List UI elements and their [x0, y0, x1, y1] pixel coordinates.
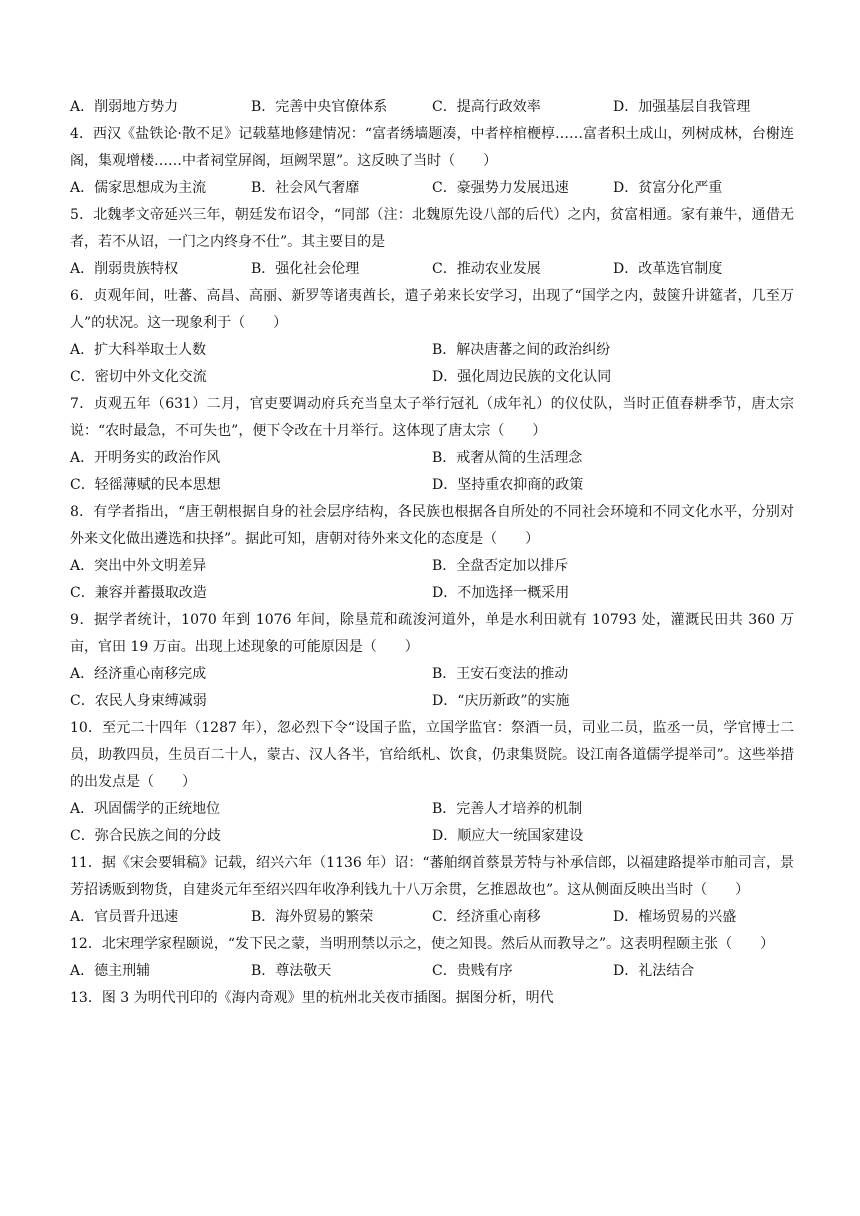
q3-option-d[interactable]: D．加强基层自我管理	[613, 99, 751, 115]
q6-option-c[interactable]: C．密切中外文化交流	[70, 369, 207, 385]
q8-option-d[interactable]: D．不加选择一概采用	[432, 585, 570, 601]
q12-stem: 12．北宋理学家程颐说，“发下民之蒙，当明刑禁以示之，使之知畏。然后从而教导之”。这表明程颐主张（ ）	[70, 936, 775, 952]
q8-stem: 8．有学者指出，“唐王朝根据自身的社会层序结构，各民族也根据各自所处的不同社会环境和不同文化水平，分别对外来文化做出遴选和抉择”。据此可知，唐朝对待外来文化的态度是（ ）	[70, 504, 794, 547]
q3-option-b[interactable]: B．完善中央官僚体系	[251, 99, 388, 115]
q11-stem: 11．据《宋会要辑稿》记载，绍兴六年（1136 年）诏：“蕃舶纲首蔡景芳特与补承信郎，以福建路提举市舶司言，景芳招诱贩到物货，自建炎元年至绍兴四年收净利钱九十八万余贯，乞推恩故也”。这从侧面反映出当时（ ）	[70, 855, 794, 898]
q8-options-row1	[70, 553, 794, 580]
q4-option-a[interactable]: A．儒家思想成为主流	[70, 180, 207, 196]
q8-options-row2	[70, 580, 794, 607]
q10-option-b[interactable]: B．完善人才培养的机制	[432, 801, 583, 817]
q6-option-b[interactable]: B．解决唐蕃之间的政治纠纷	[432, 342, 611, 358]
q10-option-a[interactable]: A．巩固儒学的正统地位	[70, 801, 221, 817]
q4-options	[70, 175, 794, 202]
q4-option-c[interactable]: C．豪强势力发展迅速	[432, 180, 569, 196]
q12-option-d[interactable]: D．礼法结合	[613, 963, 695, 979]
q5-option-b[interactable]: B．强化社会伦理	[251, 261, 360, 277]
q9-stem: 9．据学者统计，1070 年到 1076 年间，除垦荒和疏浚河道外，单是水利田就有 10793 处，灌溉民田共 360 万亩，官田 19 万亩。出现上述现象的可能原因是（ ）	[70, 612, 794, 655]
q6-options-row2	[70, 364, 794, 391]
exam-page	[70, 94, 794, 1012]
q3-option-a[interactable]: A．削弱地方势力	[70, 99, 179, 115]
q10-options-row1	[70, 796, 794, 823]
q8-option-b[interactable]: B．全盘否定加以排斥	[432, 558, 569, 574]
q10-stem: 10．至元二十四年（1287 年），忽必烈下令“设国子监，立国学监官：祭酒一员，司业二员，监丞一员，学官博士二员，助教四员，生员百二十人，蒙古、汉人各半，官给纸札、饮食，仍隶集贤院。设江南各道儒学提举司”。这些举措的出发点是（ ）	[70, 720, 794, 790]
q6-option-d[interactable]: D．强化周边民族的文化认同	[432, 369, 612, 385]
q7-option-c[interactable]: C．轻徭薄赋的民本思想	[70, 477, 221, 493]
q5-option-c[interactable]: C．推动农业发展	[432, 261, 541, 277]
q12-option-a[interactable]: A．德主刑辅	[70, 963, 151, 979]
q7-option-b[interactable]: B．戒奢从简的生活理念	[432, 450, 583, 466]
q9-option-d[interactable]: D．“庆历新政”的实施	[432, 693, 570, 709]
q4-option-d[interactable]: D．贫富分化严重	[613, 180, 723, 196]
q5-options	[70, 256, 794, 283]
q9-option-b[interactable]: B．王安石变法的推动	[432, 666, 569, 682]
q7-option-a[interactable]: A．开明务实的政治作风	[70, 450, 221, 466]
q6-stem: 6．贞观年间，吐蕃、高昌、高丽、新罗等诸夷酋长，遣子弟来长安学习，出现了“国学之内，鼓箧升讲筵者，几至万人”的状况。这一现象利于（ ）	[70, 288, 794, 331]
q11-option-b[interactable]: B．海外贸易的繁荣	[251, 909, 374, 925]
q6-option-a[interactable]: A．扩大科举取士人数	[70, 342, 207, 358]
q9-option-a[interactable]: A．经济重心南移完成	[70, 666, 207, 682]
q10-option-d[interactable]: D．顺应大一统国家建设	[432, 828, 584, 844]
q3-options	[70, 94, 794, 121]
q11-option-c[interactable]: C．经济重心南移	[432, 909, 541, 925]
q11-option-a[interactable]: A．官员晋升迅速	[70, 909, 179, 925]
q12-option-c[interactable]: C．贵贱有序	[432, 963, 513, 979]
q10-option-c[interactable]: C．弥合民族之间的分歧	[70, 828, 221, 844]
q4-stem: 4．西汉《盐铁论·散不足》记载墓地修建情况：“富者绣墙题凑，中者梓棺楩椁……富者积土成山，列树成林，台榭连阁，集观增楼……中者祠堂屏阁，垣阙罘罳”。这反映了当时（ ）	[70, 126, 794, 169]
q3-option-c[interactable]: C．提高行政效率	[432, 99, 541, 115]
q5-option-d[interactable]: D．改革选官制度	[613, 261, 723, 277]
q11-options	[70, 904, 794, 931]
q7-option-d[interactable]: D．坚持重农抑商的政策	[432, 477, 584, 493]
q13-stem: 13．图 3 为明代刊印的《海内奇观》里的杭州北关夜市插图。据图分析，明代	[70, 990, 554, 1006]
q11-option-d[interactable]: D．榷场贸易的兴盛	[613, 909, 737, 925]
q4-option-b[interactable]: B．社会风气奢靡	[251, 180, 360, 196]
q12-option-b[interactable]: B．尊法敬天	[251, 963, 332, 979]
q7-stem: 7．贞观五年（631）二月，官吏要调动府兵充当皇太子举行冠礼（成年礼）的仪仗队，当时正值春耕季节，唐太宗说：“农时最急，不可失也”，便下令改在十月举行。这体现了唐太宗（ ）	[70, 396, 794, 439]
q5-option-a[interactable]: A．削弱贵族特权	[70, 261, 179, 277]
q8-option-c[interactable]: C．兼容并蓄摄取改造	[70, 585, 207, 601]
q9-options-row2	[70, 688, 794, 715]
q12-options	[70, 958, 794, 985]
q8-option-a[interactable]: A．突出中外文明差异	[70, 558, 207, 574]
q6-options-row1	[70, 337, 794, 364]
q10-options-row2	[70, 823, 794, 850]
q9-options-row1	[70, 661, 794, 688]
q9-option-c[interactable]: C．农民人身束缚减弱	[70, 693, 207, 709]
q7-options-row1	[70, 445, 794, 472]
q5-stem: 5．北魏孝文帝延兴三年，朝廷发布诏令，“同部（注：北魏原先设八部的后代）之内，贫富相通。家有兼牛，通借无者，若不从诏，一门之内终身不仕”。其主要目的是	[70, 207, 794, 250]
q7-options-row2	[70, 472, 794, 499]
